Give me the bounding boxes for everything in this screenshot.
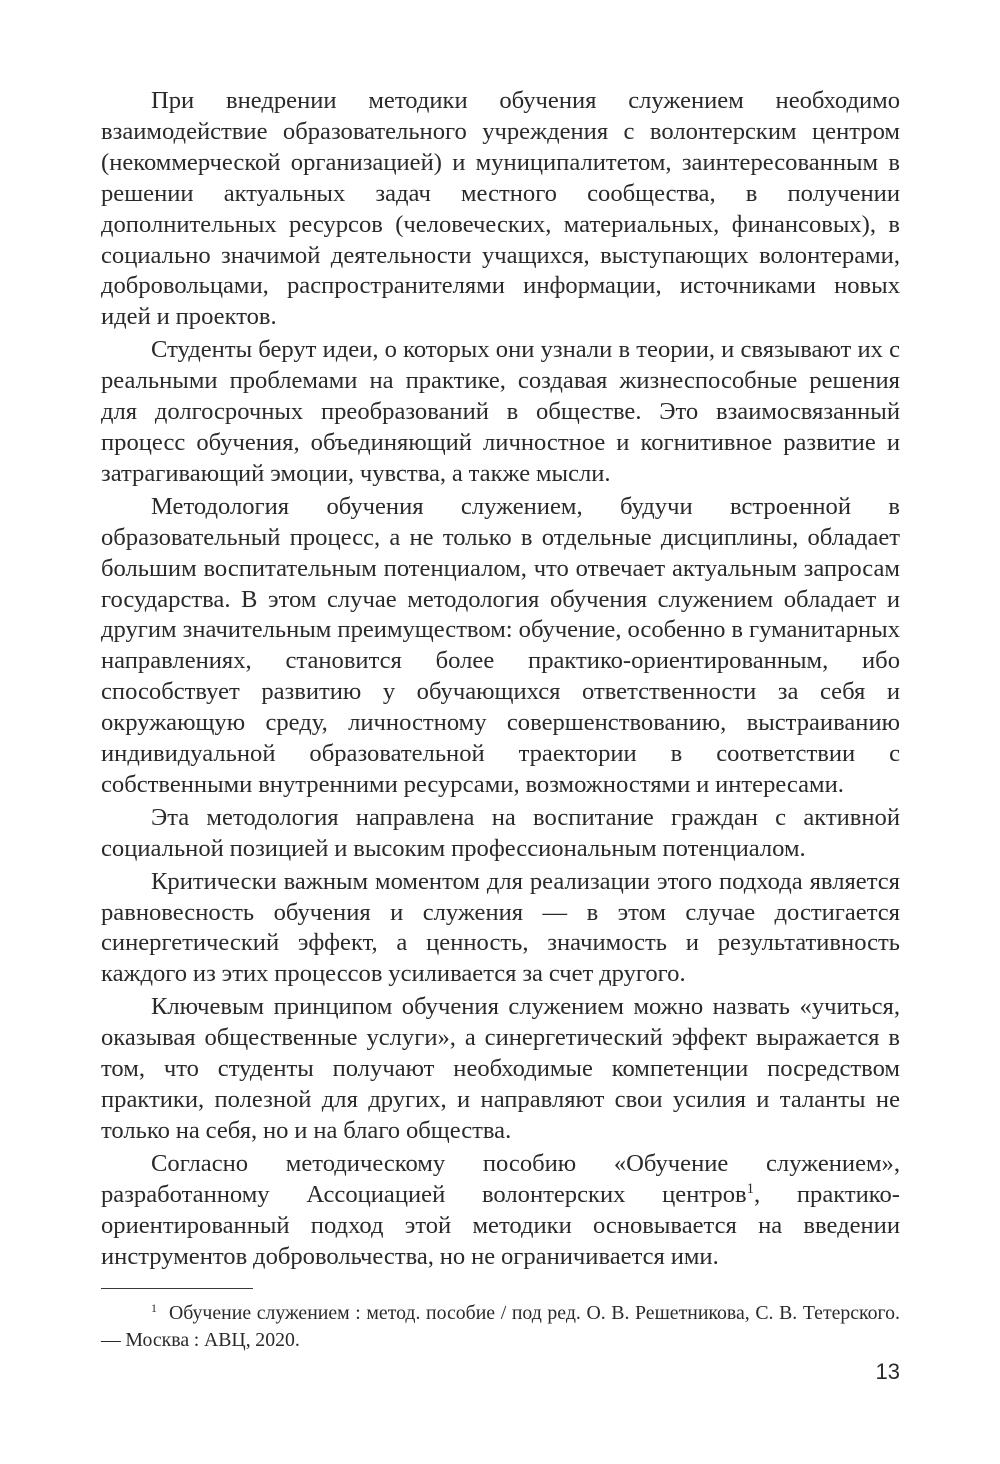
- paragraph-1: При внедрении методики обучения служением необходимо взаимодействие образовательного учреждения с волонтерским центром (некоммерческой организацией) и муниципалитетом, заинтересованным в решении актуальных задач местного сообщества, в получении дополнительных ресурсов (человеческих, материальных, финансовых), в социально значимой деятельности учащихся, выступающих волонтерами, добровольцами, распространителями информации, источниками новых идей и проектов.: [101, 87, 900, 331]
- paragraph-6: Ключевым принципом обучения служением можно назвать «учиться, оказывая общественные услуги», а синергетический эффект выражается в том, что студенты получают необходимые компетенции посредством практики, полезной для других, и направляют свои усилия и таланты не только на себя, но и на благо общества.: [101, 993, 900, 1144]
- page-number: 13: [875, 1359, 900, 1384]
- paragraph-7: [101, 1149, 900, 1273]
- footnote-divider: [101, 1288, 253, 1289]
- paragraph-5: Критически важным моментом для реализации этого подхода является равновесность обучения и служения — в этом случае достигается синергетический эффект, а ценность, значимость и результативность каждого из этих процессов усиливается за счет другого.: [101, 867, 900, 988]
- paragraph-2: Студенты берут идеи, о которых они узнали в теории, и связывают их с реальными проблемами на практике, создавая жизнеспособные решения для долгосрочных преобразований в обществе. Это взаимосвязанный процесс обучения, объединяющий личностное и когнитивное развитие и затрагивающий эмоции, чувства, а также мысли.: [101, 336, 900, 487]
- paragraph-7-text-before: Согласно методическому пособию «Обучение служением», разработанному Ассоциацией волонтерских центров: [101, 1149, 900, 1208]
- paragraph-7-text-after: , практико-ориентированный подход этой методики основывается на введении инструментов добровольчества, но не ограничивается ими.: [101, 1180, 900, 1270]
- footnote-reference[interactable]: 1: [746, 1180, 755, 1197]
- footnote-text: Обучение служением : метод. пособие / под ред. О. В. Решетникова, С. В. Тетерского. — Москва : АВЦ, 2020.: [101, 1302, 900, 1352]
- paragraph-3: Методология обучения служением, будучи встроенной в образовательный процесс, а не только в отдельные дисциплины, обладает большим воспитательным потенциалом, что отвечает актуальным запросам государства. В этом случае методология обучения служением обладает и другим значительным преимуществом: обучение, особенно в гуманитарных направлениях, становится более практико-ориентированным, ибо способствует развитию у обучающихся ответственности за себя и окружающую среду, личностному совершенствованию, выстраиванию индивидуальной образовательной траектории в соответствии с собственными внутренними ресурсами, возможностями и интересами.: [101, 492, 900, 798]
- paragraph-4: Эта методология направлена на воспитание граждан с активной социальной позицией и высоким профессиональным потенциалом.: [101, 803, 900, 862]
- page-body: [101, 86, 900, 1354]
- footnote: [101, 1300, 900, 1354]
- footnote-marker: 1: [151, 1300, 157, 1315]
